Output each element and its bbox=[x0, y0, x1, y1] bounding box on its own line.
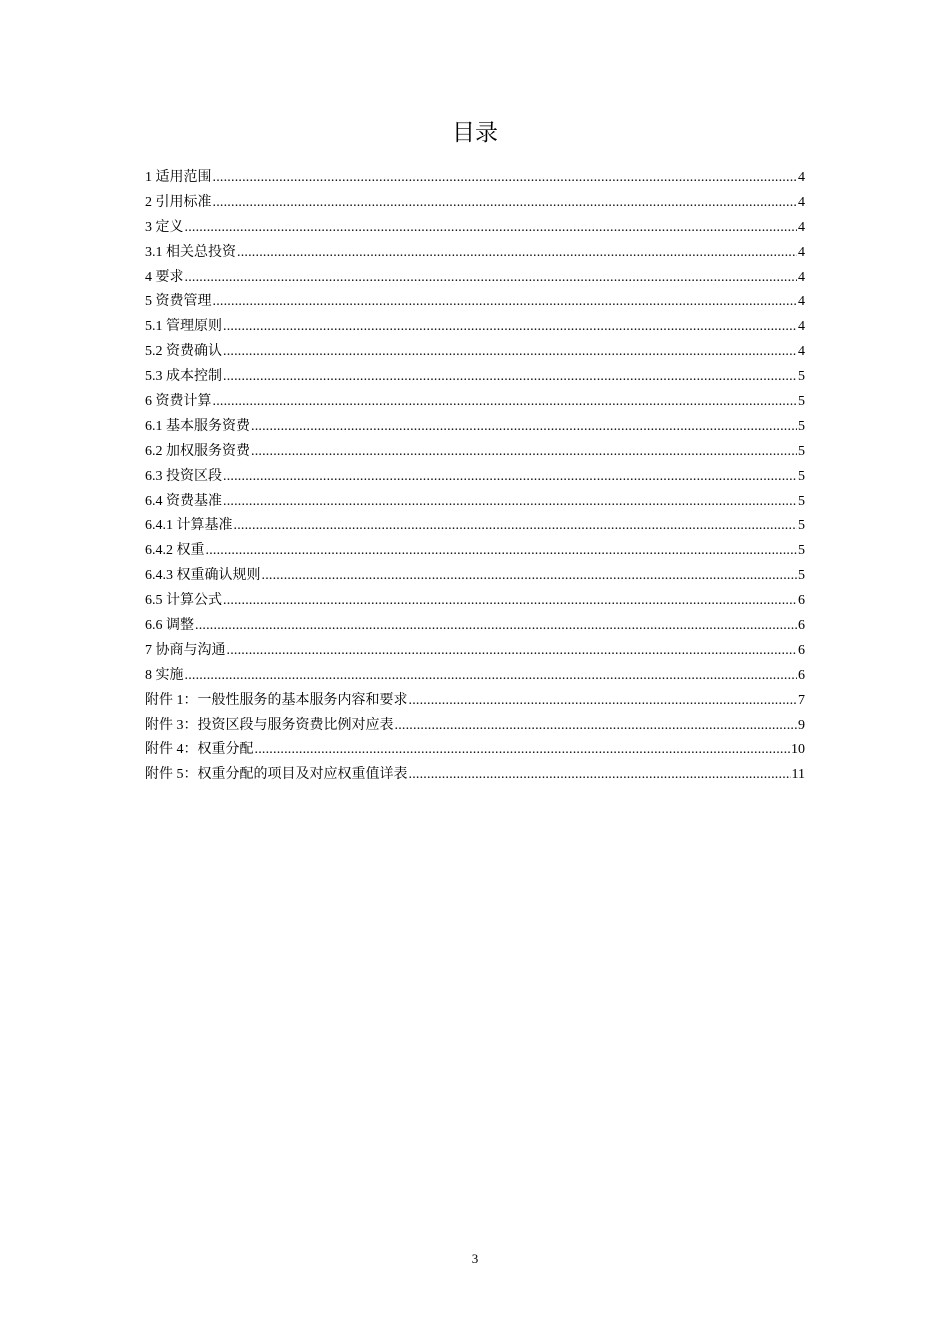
toc-dot-leader bbox=[223, 589, 797, 614]
toc-entry-page: 5 bbox=[798, 518, 805, 534]
toc-entry[interactable] bbox=[145, 490, 805, 515]
toc-entry-label: 5.3 成本控制 bbox=[145, 369, 222, 385]
toc-dot-leader bbox=[237, 241, 797, 266]
toc-entry-label: 附件 4：权重分配 bbox=[145, 742, 254, 758]
toc-dot-leader bbox=[262, 564, 798, 589]
toc-entry[interactable] bbox=[145, 241, 805, 266]
toc-entry[interactable] bbox=[145, 539, 805, 564]
toc-entry[interactable] bbox=[145, 465, 805, 490]
toc-dot-leader bbox=[213, 191, 798, 216]
toc-dot-leader bbox=[227, 639, 798, 664]
toc-entry-label: 4 要求 bbox=[145, 269, 184, 285]
toc-entry-label: 6.3 投资区段 bbox=[145, 468, 222, 484]
toc-entry[interactable] bbox=[145, 365, 805, 390]
toc-entry-page: 5 bbox=[798, 543, 805, 559]
toc-entry[interactable] bbox=[145, 714, 805, 739]
toc-entry-label: 5.2 资费确认 bbox=[145, 344, 222, 360]
toc-dot-leader bbox=[223, 315, 797, 340]
toc-entry[interactable] bbox=[145, 689, 805, 714]
toc-entry-label: 附件 3：投资区段与服务资费比例对应表 bbox=[145, 717, 394, 733]
toc-dot-leader bbox=[213, 390, 798, 415]
toc-entry-page: 11 bbox=[791, 767, 805, 783]
toc-entry[interactable] bbox=[145, 290, 805, 315]
toc-dot-leader bbox=[213, 166, 798, 191]
toc-entry[interactable] bbox=[145, 614, 805, 639]
toc-dot-leader bbox=[223, 465, 797, 490]
toc-entry-page: 7 bbox=[798, 692, 805, 708]
toc-entry[interactable] bbox=[145, 266, 805, 291]
toc-dot-leader bbox=[206, 539, 798, 564]
toc-entry-label: 6.4.2 权重 bbox=[145, 543, 205, 559]
toc-entry-label: 6 资费计算 bbox=[145, 394, 212, 410]
toc-dot-leader bbox=[409, 763, 791, 788]
toc-entry-page: 6 bbox=[798, 593, 805, 609]
toc-entry[interactable] bbox=[145, 564, 805, 589]
toc-entry-page: 5 bbox=[798, 443, 805, 459]
table-of-contents bbox=[145, 166, 805, 788]
toc-entry-page: 4 bbox=[798, 269, 805, 285]
toc-entry-page: 5 bbox=[798, 568, 805, 584]
page-number: 3 bbox=[471, 1251, 479, 1266]
toc-dot-leader bbox=[409, 689, 798, 714]
toc-entry-label: 5 资费管理 bbox=[145, 294, 212, 310]
toc-entry-label: 附件 1：一般性服务的基本服务内容和要求 bbox=[145, 692, 408, 708]
toc-entry-page: 4 bbox=[798, 244, 805, 260]
toc-entry[interactable] bbox=[145, 639, 805, 664]
toc-entry-page: 5 bbox=[798, 418, 805, 434]
toc-entry[interactable] bbox=[145, 340, 805, 365]
toc-entry[interactable] bbox=[145, 514, 805, 539]
toc-entry-label: 6.2 加权服务资费 bbox=[145, 443, 250, 459]
toc-dot-leader bbox=[213, 290, 798, 315]
toc-entry[interactable] bbox=[145, 166, 805, 191]
toc-entry[interactable] bbox=[145, 664, 805, 689]
toc-dot-leader bbox=[185, 664, 798, 689]
toc-entry-label: 5.1 管理原则 bbox=[145, 319, 222, 335]
toc-dot-leader bbox=[395, 714, 798, 739]
toc-entry[interactable] bbox=[145, 315, 805, 340]
toc-entry-page: 5 bbox=[798, 369, 805, 385]
toc-entry-label: 7 协商与沟通 bbox=[145, 642, 226, 658]
toc-entry-label: 8 实施 bbox=[145, 667, 184, 683]
page-title: 目录 bbox=[452, 120, 498, 146]
toc-entry-label: 6.4.3 权重确认规则 bbox=[145, 568, 261, 584]
toc-dot-leader bbox=[234, 514, 798, 539]
toc-entry[interactable] bbox=[145, 589, 805, 614]
toc-entry[interactable] bbox=[145, 191, 805, 216]
toc-dot-leader bbox=[251, 415, 797, 440]
toc-entry-label: 6.4 资费基准 bbox=[145, 493, 222, 509]
toc-entry-page: 5 bbox=[798, 468, 805, 484]
toc-dot-leader bbox=[185, 216, 798, 241]
toc-entry-label: 1 适用范围 bbox=[145, 170, 212, 185]
toc-dot-leader bbox=[223, 365, 797, 390]
toc-entry[interactable] bbox=[145, 415, 805, 440]
toc-entry-label: 6.4.1 计算基准 bbox=[145, 518, 233, 534]
toc-entry-label: 6.5 计算公式 bbox=[145, 593, 222, 609]
toc-entry-page: 4 bbox=[798, 194, 805, 210]
toc-dot-leader bbox=[251, 440, 797, 465]
toc-entry[interactable] bbox=[145, 738, 805, 763]
toc-dot-leader bbox=[223, 340, 797, 365]
toc-entry-label: 3 定义 bbox=[145, 219, 184, 235]
toc-entry[interactable] bbox=[145, 390, 805, 415]
toc-entry-page: 4 bbox=[798, 294, 805, 310]
toc-entry-page: 6 bbox=[798, 642, 805, 658]
toc-entry-page: 9 bbox=[798, 717, 805, 733]
toc-dot-leader bbox=[223, 490, 797, 515]
toc-entry-page: 6 bbox=[798, 667, 805, 683]
toc-entry-page: 10 bbox=[791, 742, 805, 758]
toc-entry-page: 4 bbox=[798, 219, 805, 235]
toc-entry-page: 4 bbox=[798, 344, 805, 360]
toc-entry-page: 4 bbox=[798, 319, 805, 335]
toc-dot-leader bbox=[185, 266, 798, 291]
toc-entry-page: 5 bbox=[798, 394, 805, 410]
toc-entry[interactable] bbox=[145, 440, 805, 465]
toc-entry-label: 6.6 调整 bbox=[145, 618, 194, 634]
toc-dot-leader bbox=[195, 614, 797, 639]
toc-entry-page: 4 bbox=[798, 170, 805, 185]
toc-entry-label: 6.1 基本服务资费 bbox=[145, 418, 250, 434]
toc-entry[interactable] bbox=[145, 216, 805, 241]
toc-entry-page: 5 bbox=[798, 493, 805, 509]
toc-entry-label: 2 引用标准 bbox=[145, 194, 212, 210]
toc-entry-page: 6 bbox=[798, 618, 805, 634]
toc-entry[interactable] bbox=[145, 763, 805, 788]
toc-entry-label: 附件 5：权重分配的项目及对应权重值详表 bbox=[145, 767, 408, 783]
toc-dot-leader bbox=[255, 738, 791, 763]
toc-entry-label: 3.1 相关总投资 bbox=[145, 244, 236, 260]
